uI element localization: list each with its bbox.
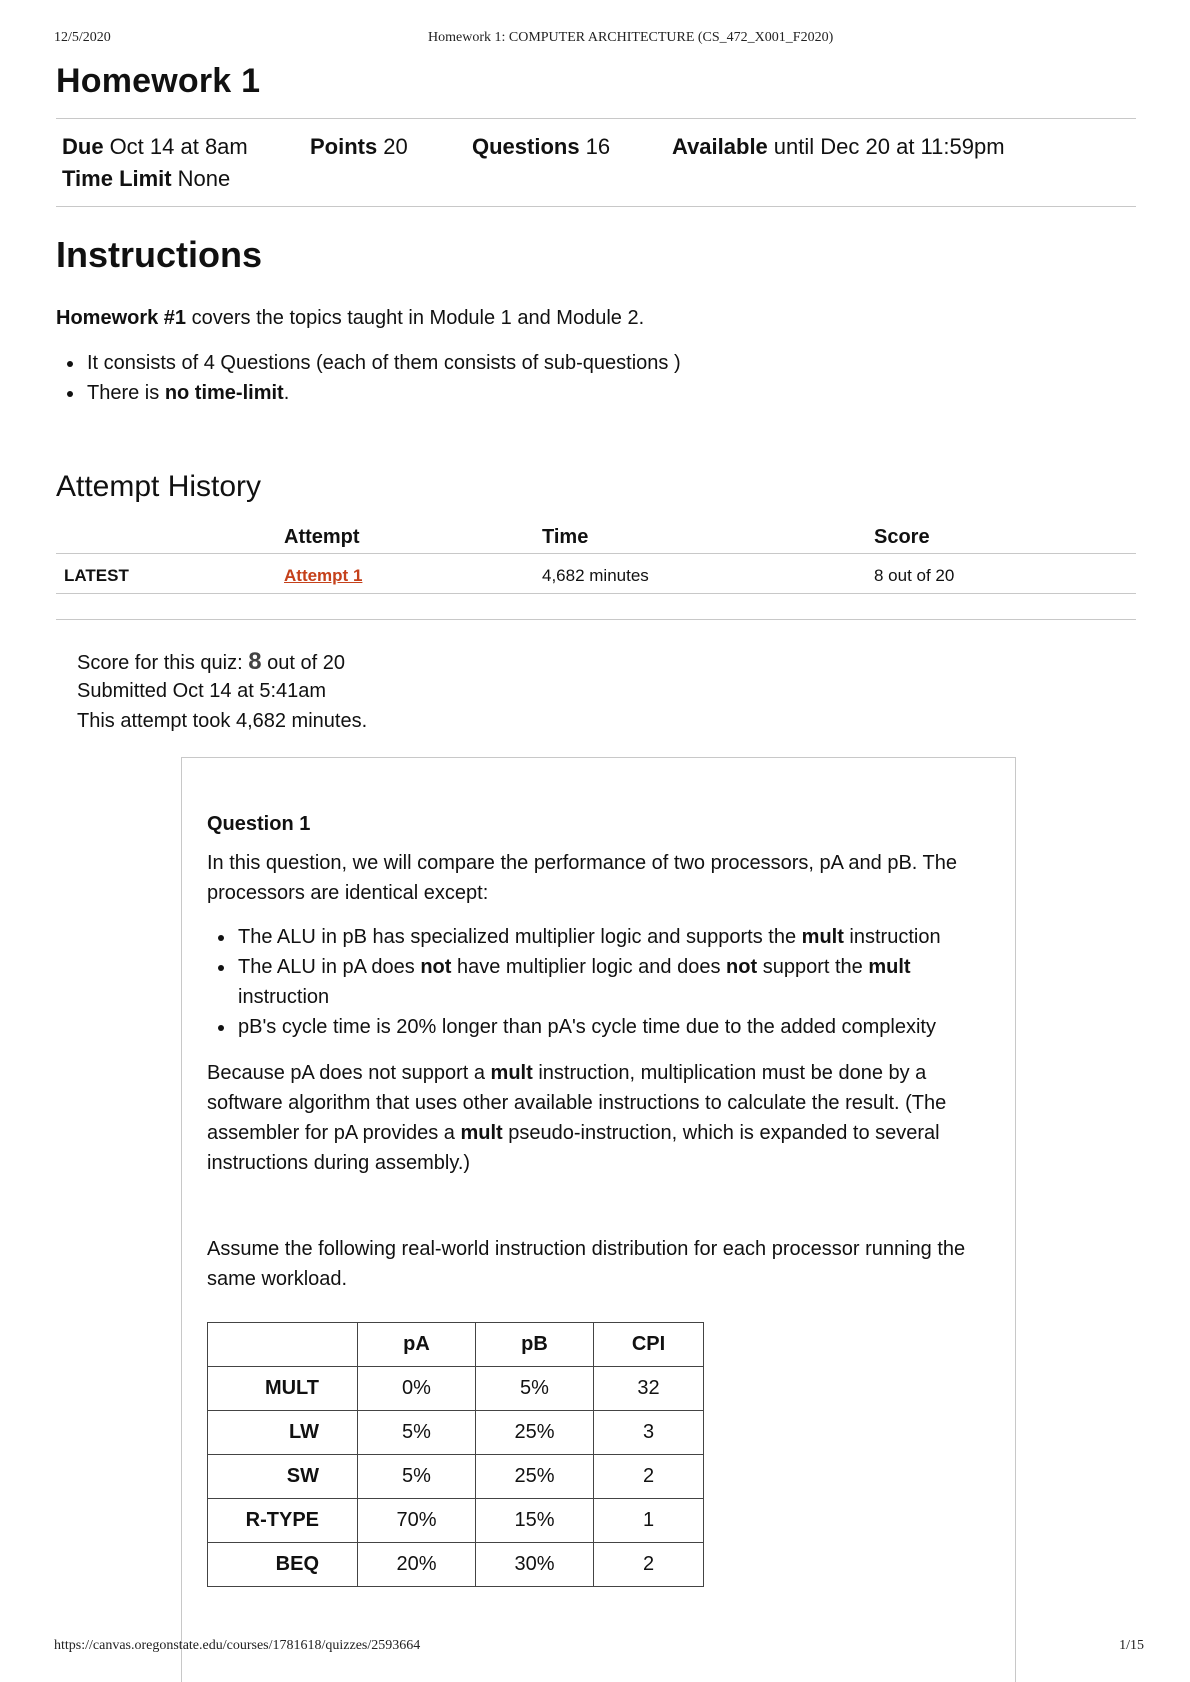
table-row (208, 1455, 704, 1499)
table-cell: 25% (476, 1455, 594, 1499)
latest-badge: LATEST (64, 566, 129, 585)
questions-meta: Questions 16 (472, 134, 611, 159)
table-cell: 20% (358, 1543, 476, 1587)
table-header: CPI (594, 1323, 704, 1367)
table-cell: 5% (358, 1411, 476, 1455)
print-header (54, 30, 1144, 50)
table-header (208, 1323, 358, 1367)
table-cell: 70% (358, 1499, 476, 1543)
table-cell: 32 (594, 1367, 704, 1411)
table-row (208, 1367, 704, 1411)
question-text: Assume the following real-world instruction distribution for each processor running the same workload. (207, 1238, 966, 1290)
available-meta: Available until Dec 20 at 11:59pm (672, 134, 1005, 159)
instruction-distribution-table (207, 1322, 704, 1587)
attempt-score: 8 out of 20 (874, 566, 955, 585)
question-list (207, 922, 987, 1042)
table-cell: 5% (358, 1455, 476, 1499)
row-label: MULT (208, 1367, 358, 1411)
question-text: In this question, we will compare the performance of two processors, pA and pB. The processors are identical except: (207, 852, 958, 904)
table-cell: 1 (594, 1499, 704, 1543)
table-header-row (208, 1323, 704, 1367)
divider (56, 619, 1136, 620)
table-cell: 2 (594, 1455, 704, 1499)
print-title: Homework 1: COMPUTER ARCHITECTURE (CS_472_X001_F2020) (428, 30, 834, 45)
page-url: https://canvas.oregonstate.edu/courses/1781618/quizzes/2593664 (54, 1638, 421, 1653)
row-label: BEQ (208, 1543, 358, 1587)
table-header: pB (476, 1323, 594, 1367)
instructions-list (56, 348, 681, 408)
attempt-time: 4,682 minutes (542, 566, 649, 585)
column-header-attempt: Attempt (284, 526, 360, 548)
table-row (208, 1499, 704, 1543)
divider (56, 553, 1136, 554)
list-item: The ALU in pB has specialized multiplier logic and supports the mult instruction (207, 922, 987, 952)
page-title: Homework 1 (56, 62, 261, 100)
question-text: Because pA does not support a mult instruction, multiplication must be done by a software algorithm that uses other available instructions to calculate the result. (The assembler for pA provides a mult pseudo-instruction, which is expanded to several instructions during assembly.) (207, 1062, 947, 1174)
divider (56, 206, 1136, 207)
list-item: It consists of 4 Questions (each of them consists of sub-questions ) (56, 348, 681, 378)
points-meta: Points 20 (310, 134, 408, 159)
table-cell: 5% (476, 1367, 594, 1411)
table-row (208, 1411, 704, 1455)
attempt-history-heading: Attempt History (56, 470, 262, 503)
row-label: R-TYPE (208, 1499, 358, 1543)
column-header-time: Time (542, 526, 589, 548)
column-header-score: Score (874, 526, 930, 548)
question-title: Question 1 (207, 813, 311, 835)
print-date: 12/5/2020 (54, 30, 111, 45)
table-cell: 0% (358, 1367, 476, 1411)
table-header: pA (358, 1323, 476, 1367)
divider (56, 118, 1136, 119)
attempt-duration: This attempt took 4,682 minutes. (77, 710, 368, 732)
instructions-heading: Instructions (56, 234, 263, 275)
divider (56, 593, 1136, 594)
row-label: SW (208, 1455, 358, 1499)
quiz-score: Score for this quiz: 8 out of 20 (77, 648, 345, 675)
list-item: pB's cycle time is 20% longer than pA's cycle time due to the added complexity (207, 1012, 987, 1042)
table-cell: 25% (476, 1411, 594, 1455)
table-cell: 2 (594, 1543, 704, 1587)
submitted-time: Submitted Oct 14 at 5:41am (77, 680, 327, 702)
table-cell: 30% (476, 1543, 594, 1587)
list-item: The ALU in pA does not have multiplier logic and does not support the mult instruction (207, 952, 987, 1012)
table-cell: 15% (476, 1499, 594, 1543)
instructions-intro: Homework #1 covers the topics taught in Module 1 and Module 2. (56, 307, 645, 329)
score-value: 8 (248, 648, 262, 675)
time-limit-meta: Time Limit None (62, 166, 231, 191)
table-row (208, 1543, 704, 1587)
row-label: LW (208, 1411, 358, 1455)
due-meta: Due Oct 14 at 8am (62, 134, 248, 159)
page-number: 1/15 (1119, 1638, 1144, 1653)
list-item: There is no time-limit. (56, 378, 681, 408)
table-cell: 3 (594, 1411, 704, 1455)
attempt-link[interactable]: Attempt 1 (284, 566, 363, 585)
print-footer (54, 1638, 1144, 1658)
